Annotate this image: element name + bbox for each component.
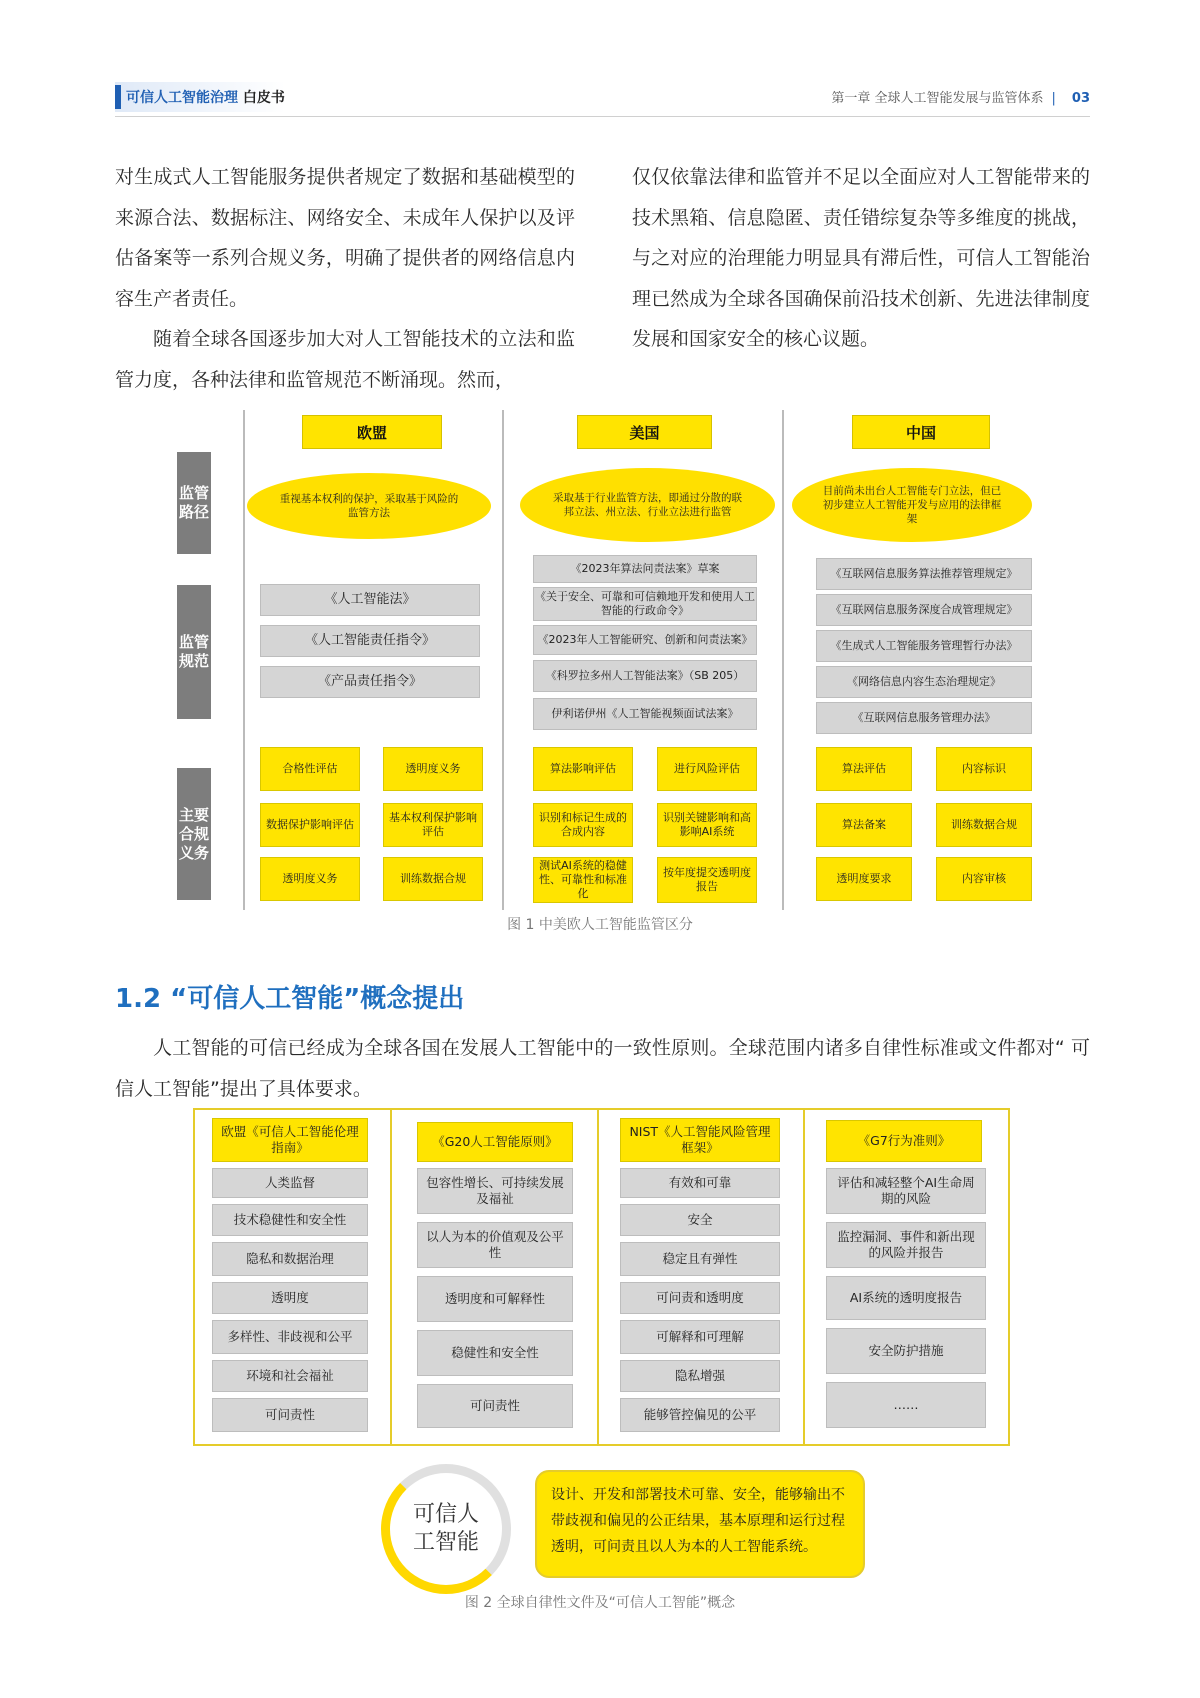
fig2-item: 以人为本的价值观及公平性 — [417, 1222, 573, 1268]
fig2-item: AI系统的透明度报告 — [826, 1276, 986, 1320]
norm-cn: 《生成式人工智能服务管理暂行办法》 — [816, 630, 1032, 662]
norm-us: 《2023年人工智能研究、创新和问责法案》 — [533, 625, 757, 655]
obligation-us: 进行风险评估 — [657, 747, 757, 791]
fig2-item: 人类监督 — [212, 1168, 368, 1198]
obligation-cn: 训练数据合规 — [936, 803, 1032, 847]
norm-cn: 《互联网信息服务管理办法》 — [816, 702, 1032, 734]
obligation-eu: 透明度义务 — [260, 857, 360, 901]
norm-us: 《关于安全、可靠和可信赖地开发和使用人工智能的行政命令》 — [533, 587, 757, 621]
obligation-us: 识别关键影响和高影响AI系统 — [657, 803, 757, 847]
header-divider — [115, 116, 1090, 117]
approach-eu: 重视基本权利的保护，采取基于风险的监管方法 — [247, 473, 491, 539]
obligation-us: 识别和标记生成的合成内容 — [533, 803, 633, 847]
section-paragraph-wrap — [115, 1028, 1090, 1109]
side-label-obligations: 主要合规义务 — [177, 768, 211, 900]
divider — [782, 410, 784, 910]
paragraph: 随着全球各国逐步加大对人工智能技术的立法和监管力度，各种法律和监管规范不断涌现。然而， — [115, 328, 575, 391]
fig2-col-head: 《G7行为准则》 — [826, 1120, 982, 1162]
text-column-right — [632, 157, 1090, 360]
fig2-item: …… — [826, 1382, 986, 1428]
fig2-item: 可问责和透明度 — [620, 1282, 780, 1314]
norm-eu: 《产品责任指令》 — [260, 666, 480, 698]
fig2-item: 透明度 — [212, 1282, 368, 1314]
ring-label: 可信人 — [412, 1502, 479, 1527]
definition-box: 设计、开发和部署技术可靠、安全，能够输出不带歧视和偏见的公正结果，基本原理和运行过程透明，可问责且以人为本的人工智能系统。 — [535, 1470, 865, 1578]
header-accent-bar — [115, 85, 121, 109]
fig2-item: 环境和社会福祉 — [212, 1360, 368, 1392]
side-label-approach: 监管路径 — [177, 452, 211, 554]
fig2-item: 安全防护措施 — [826, 1328, 986, 1374]
divider — [243, 410, 245, 910]
text-column-left — [115, 157, 575, 400]
norm-us: 《科罗拉多州人工智能法案》（SB 205） — [533, 660, 757, 692]
obligation-cn: 透明度要求 — [816, 857, 912, 901]
fig2-item: 透明度和可解释性 — [417, 1276, 573, 1322]
figure-1-caption: 图 1 中美欧人工智能监管区分 — [507, 917, 693, 933]
norm-cn: 《互联网信息服务算法推荐管理规定》 — [816, 558, 1032, 590]
obligation-eu: 合格性评估 — [260, 747, 360, 791]
divider — [502, 410, 504, 910]
fig2-item: 可问责性 — [212, 1398, 368, 1432]
obligation-cn: 算法备案 — [816, 803, 912, 847]
fig2-item: 稳健性和安全性 — [417, 1330, 573, 1376]
fig2-item: 稳定且有弹性 — [620, 1242, 780, 1276]
fig2-col-head: NIST《人工智能风险管理框架》 — [620, 1118, 780, 1162]
divider — [803, 1108, 805, 1446]
fig2-item: 多样性、非歧视和公平 — [212, 1320, 368, 1354]
obligation-cn: 内容审核 — [936, 857, 1032, 901]
approach-cn: 目前尚未出台人工智能专门立法，但已初步建立人工智能开发与应用的法律框架 — [792, 468, 1032, 542]
norm-eu: 《人工智能法》 — [260, 584, 480, 616]
norm-eu: 《人工智能责任指令》 — [260, 625, 480, 657]
side-label-norms: 监管规范 — [177, 585, 211, 719]
fig2-item: 监控漏洞、事件和新出现的风险并报告 — [826, 1222, 986, 1268]
fig2-item: 可解释和可理解 — [620, 1320, 780, 1354]
section-title: 1.2 “可信人工智能”概念提出 — [115, 984, 465, 1014]
trustworthy-ai-ring — [381, 1464, 511, 1594]
fig2-item: 有效和可靠 — [620, 1168, 780, 1198]
obligation-us: 按年度提交透明度报告 — [657, 857, 757, 903]
approach-us: 采取基于行业监管方法，即通过分散的联邦立法、州立法、行业立法进行监管 — [520, 468, 775, 542]
divider — [597, 1108, 599, 1446]
obligation-us: 算法影响评估 — [533, 747, 633, 791]
norm-us: 伊利诺伊州《人工智能视频面试法案》 — [533, 698, 757, 730]
norm-us: 《2023年算法问责法案》草案 — [533, 555, 757, 583]
region-header-eu: 欧盟 — [302, 415, 442, 449]
obligation-us: 测试AI系统的稳健性、可靠性和标准化 — [533, 857, 633, 903]
paragraph: 人工智能的可信已经成为全球各国在发展人工智能中的一致性原则。全球范围内诸多自律性标准或文件都对“ 可信人工智能”提出了具体要求。 — [115, 1037, 1090, 1100]
page-number: 03 — [1071, 91, 1090, 106]
fig2-item: 评估和减轻整个AI生命周期的风险 — [826, 1168, 986, 1214]
obligation-eu: 基本权利保护影响评估 — [383, 803, 483, 847]
fig2-col-head: 《G20人工智能原则》 — [417, 1122, 573, 1162]
obligation-cn: 内容标识 — [936, 747, 1032, 791]
norm-cn: 《网络信息内容生态治理规定》 — [816, 666, 1032, 698]
fig2-col-head: 欧盟《可信人工智能伦理指南》 — [212, 1118, 368, 1162]
header-title: 可信人工智能治理 白皮书 — [126, 90, 285, 106]
obligation-eu: 训练数据合规 — [383, 857, 483, 901]
fig2-item: 技术稳健性和安全性 — [212, 1204, 368, 1236]
ring-label: 工智能 — [412, 1530, 479, 1555]
fig2-item: 安全 — [620, 1204, 780, 1236]
obligation-cn: 算法评估 — [816, 747, 912, 791]
paragraph: 仅仅依靠法律和监管并不足以全面应对人工智能带来的技术黑箱、信息隐匿、责任错综复杂等多维度的挑战，与之对应的治理能力明显具有滞后性，可信人工智能治理已然成为全球各国确保前沿技术创新、先进法律制度发展和国家安全的核心议题。 — [632, 166, 1090, 350]
fig2-item: 隐私和数据治理 — [212, 1242, 368, 1276]
obligation-eu: 数据保护影响评估 — [260, 803, 360, 847]
region-header-us: 美国 — [577, 415, 712, 449]
header-chapter: 第一章 全球人工智能发展与监管体系 | 03 — [831, 91, 1090, 106]
fig2-item: 隐私增强 — [620, 1360, 780, 1392]
obligation-eu: 透明度义务 — [383, 747, 483, 791]
figure-2-caption: 图 2 全球自律性文件及“可信人工智能”概念 — [464, 1595, 736, 1611]
divider — [390, 1108, 392, 1446]
fig2-item: 可问责性 — [417, 1384, 573, 1428]
region-header-cn: 中国 — [852, 415, 990, 449]
fig2-item: 能够管控偏见的公平 — [620, 1398, 780, 1432]
norm-cn: 《互联网信息服务深度合成管理规定》 — [816, 594, 1032, 626]
paragraph: 对生成式人工智能服务提供者规定了数据和基础模型的来源合法、数据标注、网络安全、未成年人保护以及评估备案等一系列合规义务，明确了提供者的网络信息内容生产者责任。 — [115, 166, 575, 310]
fig2-item: 包容性增长、可持续发展及福祉 — [417, 1168, 573, 1214]
